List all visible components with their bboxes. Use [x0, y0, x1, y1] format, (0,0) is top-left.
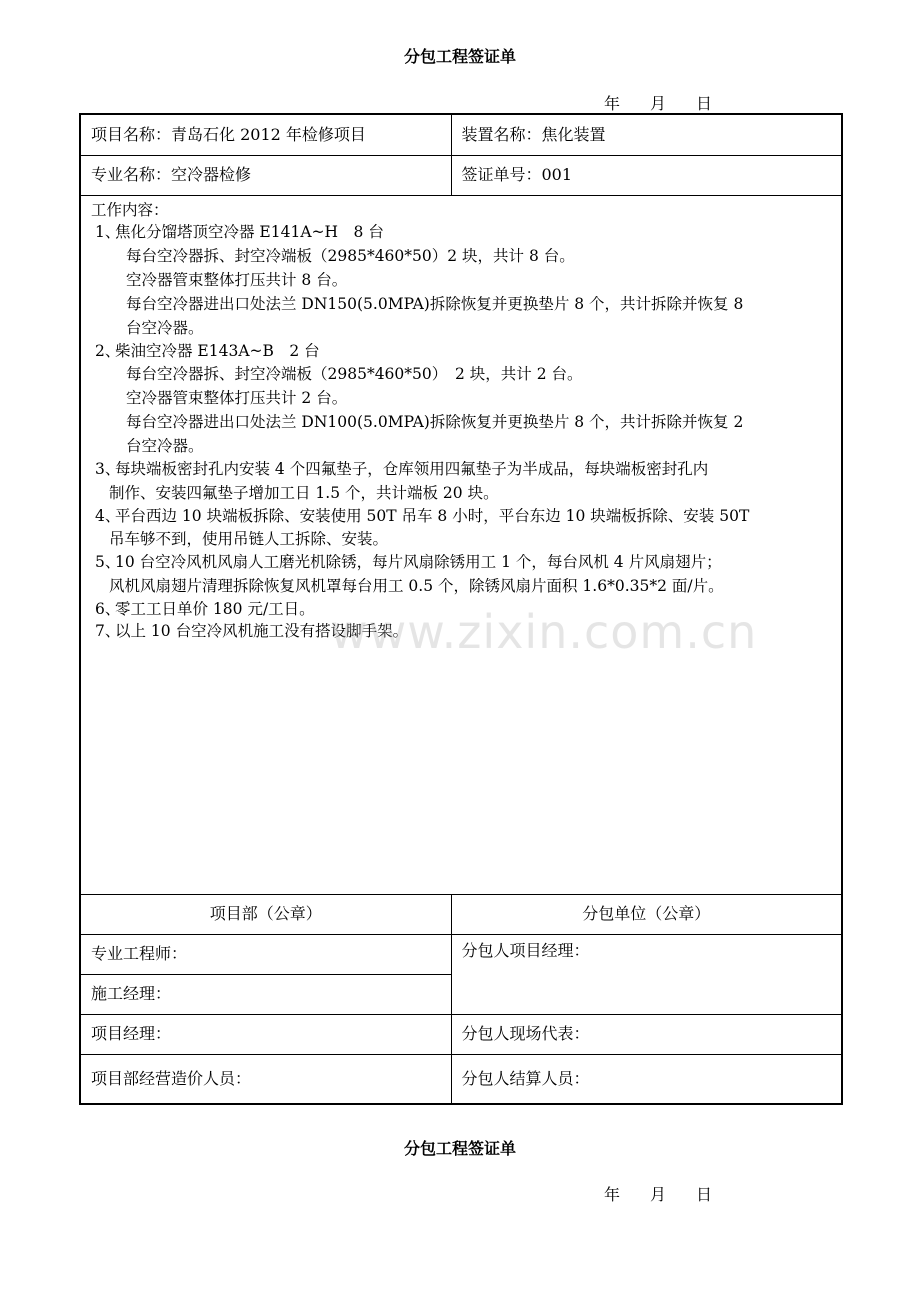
- work-subitem: 空冷器管束整体打压共计 8 台。: [126, 270, 348, 289]
- sub-site-rep-field: 分包人现场代表：: [451, 1014, 842, 1054]
- work-subitem: 每台空冷器拆、封空冷端板（2985*460*50）2 块，共计 8 台。: [126, 246, 575, 265]
- date-line: [604, 91, 712, 114]
- construction-manager-field: 施工经理：: [80, 974, 451, 1014]
- visa-form: [79, 113, 843, 1105]
- work-item-continuation: 风机风扇翅片清理拆除恢复风机罩每台用工 0.5 个，除锈风扇片面积 1.6*0.35*2 面/片。: [109, 576, 724, 595]
- work-item-continuation: 制作、安装四氟垫子增加工日 1.5 个，共计端板 20 块。: [109, 483, 499, 502]
- work-subitem: 每台空冷器进出口处法兰 DN150(5.0MPA)拆除恢复并更换垫片 8 个，共计拆除并恢复 8: [126, 294, 744, 313]
- watermark: www.zixin.com.cn: [330, 605, 758, 659]
- discipline-name: 专业名称：空冷器检修: [80, 155, 451, 195]
- date-year: 年: [604, 94, 621, 113]
- page2-title: 分包工程签证单: [403, 1139, 516, 1158]
- date-month: 月: [650, 94, 667, 113]
- sub-pm-field: 分包人项目经理：: [451, 934, 842, 1014]
- work-subitem: 每台空冷器进出口处法兰 DN100(5.0MPA)拆除恢复并更换垫片 8 个，共计拆除并恢复 2: [126, 413, 744, 431]
- date-day: 日: [696, 94, 713, 113]
- project-manager-field: 项目经理：: [80, 1014, 451, 1054]
- work-subitem: 台空冷器。: [126, 437, 204, 455]
- page2-date-day: 日: [696, 1185, 713, 1204]
- project-name: 项目名称：青岛石化 2012 年检修项目: [80, 114, 451, 155]
- work-item: 3、 每块端板密封孔内安装 4 个四氟垫子，仓库领用四氟垫子为半成品，每块端板密封孔内: [95, 460, 709, 478]
- page2-date-line: [604, 1182, 712, 1205]
- cost-staff-field: 项目部经营造价人员：: [80, 1054, 451, 1104]
- work-item: 5、 10 台空冷风机风扇人工磨光机除锈，每片风扇除锈用工 1 个，每台风机 4 片风扇翅片；: [95, 553, 722, 571]
- work-content-title: 工作内容：: [91, 200, 169, 219]
- device-name: 装置名称：焦化装置: [451, 114, 842, 155]
- work-subitem: 空冷器管束整体打压共计 2 台。: [126, 389, 348, 407]
- project-dept-seal: 项目部（公章）: [80, 894, 451, 934]
- work-item: 2、 柴油空冷器 E143A~B 2 台: [95, 341, 320, 360]
- page-title: 分包工程签证单: [403, 47, 516, 66]
- work-item: 1、 焦化分馏塔顶空冷器 E141A~H 8 台: [95, 223, 384, 241]
- page2-date-year: 年: [604, 1185, 621, 1204]
- visa-number: 签证单号：001: [451, 155, 842, 195]
- sub-unit-seal: 分包单位（公章）: [451, 894, 842, 934]
- work-subitem: 每台空冷器拆、封空冷端板（2985*460*50） 2 块，共计 2 台。: [126, 365, 583, 383]
- engineer-field: 专业工程师：: [80, 934, 451, 974]
- work-item: 6、 零工工日单价 180 元/工日。: [95, 599, 315, 618]
- work-item: 7、 以上 10 台空冷风机施工没有搭设脚手架。: [95, 622, 409, 640]
- work-subitem: 台空冷器。: [126, 318, 204, 337]
- work-content: [80, 195, 842, 894]
- work-item: 4、 平台西边 10 块端板拆除、安装使用 50T 吊车 8 小时，平台东边 10 块端板拆除、安装 50T: [95, 506, 750, 525]
- sub-settlement-field: 分包人结算人员：: [451, 1054, 842, 1104]
- work-item-continuation: 吊车够不到，使用吊链人工拆除、安装。: [109, 530, 389, 548]
- page2-date-month: 月: [650, 1185, 667, 1204]
